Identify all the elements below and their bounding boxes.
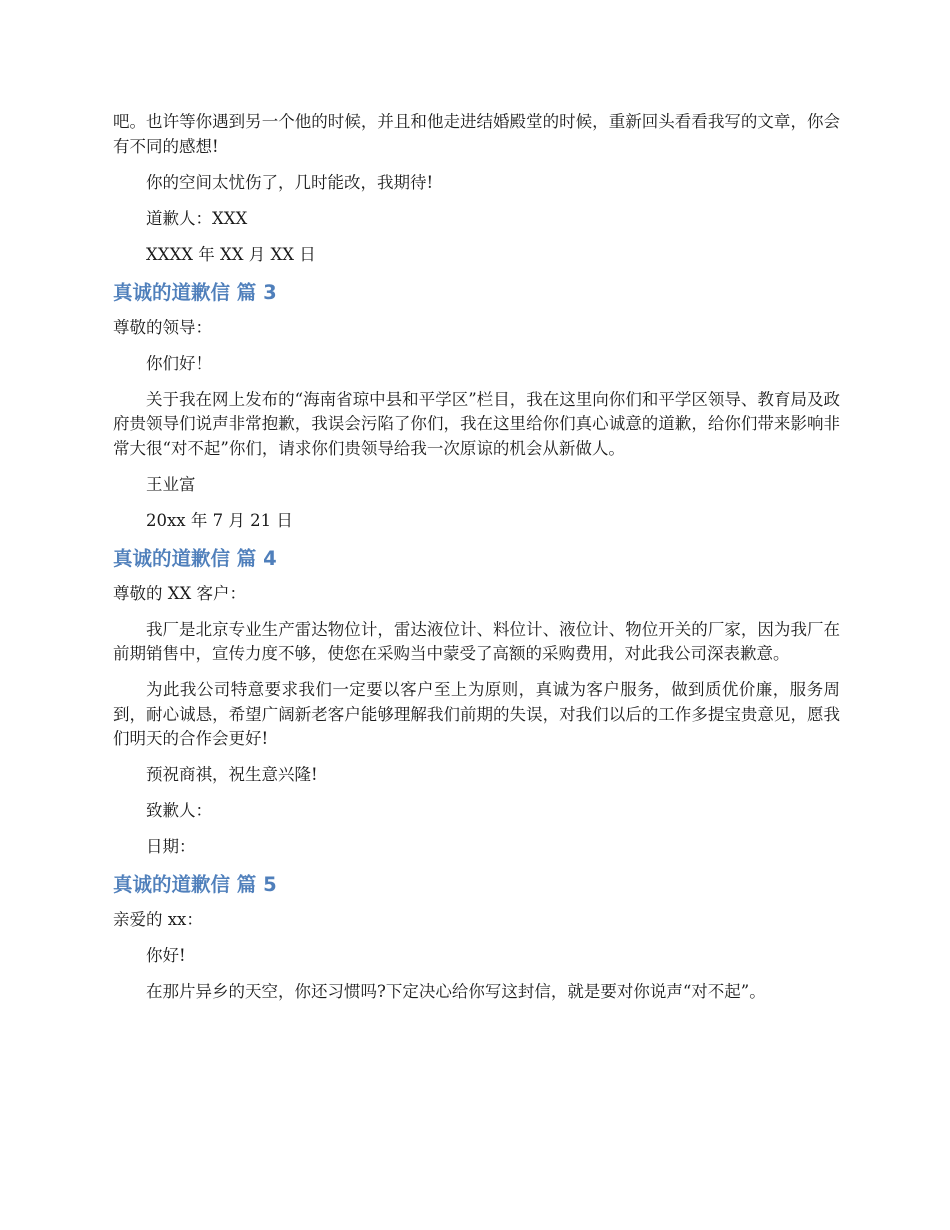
section-heading-5: 真诚的道歉信 篇 5 [113,873,277,896]
date-line: 20xx 年 7 月 21 日 [146,510,293,530]
paragraph: 为此我公司特意要求我们一定要以客户至上为原则，真诚为客户服务，做到质优价廉，服务周到，耐心诚恳，希望广阔新老客户能够理解我们前期的失误，对我们以后的工作多提宝贵意见，愿我们明天的合作会更好! [113,680,840,748]
signature-line: 王业富 [146,474,196,494]
closing-line: 预祝商祺，祝生意兴隆! [146,765,318,784]
signature-line: 道歉人：XXX [146,208,248,228]
paragraph: 关于我在网上发布的“海南省琼中县和平学区”栏目，我在这里向你们和平学区领导、教育局及政府贵领导们说声非常抱歉，我误会污陷了你们，我在这里给你们真心诚意的道歉，给你们带来影响非常大很“对不起”你们，请求你们贵领导给我一次原谅的机会从新做人。 [113,389,840,458]
date-line: XXXX 年 XX 月 XX 日 [146,244,316,264]
paragraph-continuation: 吧。也许等你遇到另一个他的时候，并且和他走进结婚殿堂的时候，重新回头看看我写的文章，你会有不同的感想! [113,112,840,156]
paragraph: 你的空间太忧伤了，几时能改，我期待! [146,172,434,192]
paragraph: 在那片异乡的天空，你还习惯吗?下定决心给你写这封信，就是要对你说声“对不起”。 [146,982,766,1001]
date-line: 日期： [146,837,196,856]
salutation: 尊敬的 XX 客户： [113,583,246,603]
salutation: 亲爱的 xx： [113,910,203,929]
paragraph: 我厂是北京专业生产雷达物位计，雷达液位计、料位计、液位计、物位开关的厂家，因为我厂在前期销售中，宣传力度不够，使您在采购当中蒙受了高额的采购费用，对此我公司深表歉意。 [113,619,840,663]
section-heading-4: 真诚的道歉信 篇 4 [113,546,277,570]
salutation: 尊敬的领导： [113,317,212,337]
signature-line: 致歉人： [146,801,212,820]
document-page [113,110,840,1016]
greeting: 你们好！ [146,353,212,373]
section-heading-3: 真诚的道歉信 篇 3 [113,280,277,304]
greeting: 你好! [146,946,186,965]
